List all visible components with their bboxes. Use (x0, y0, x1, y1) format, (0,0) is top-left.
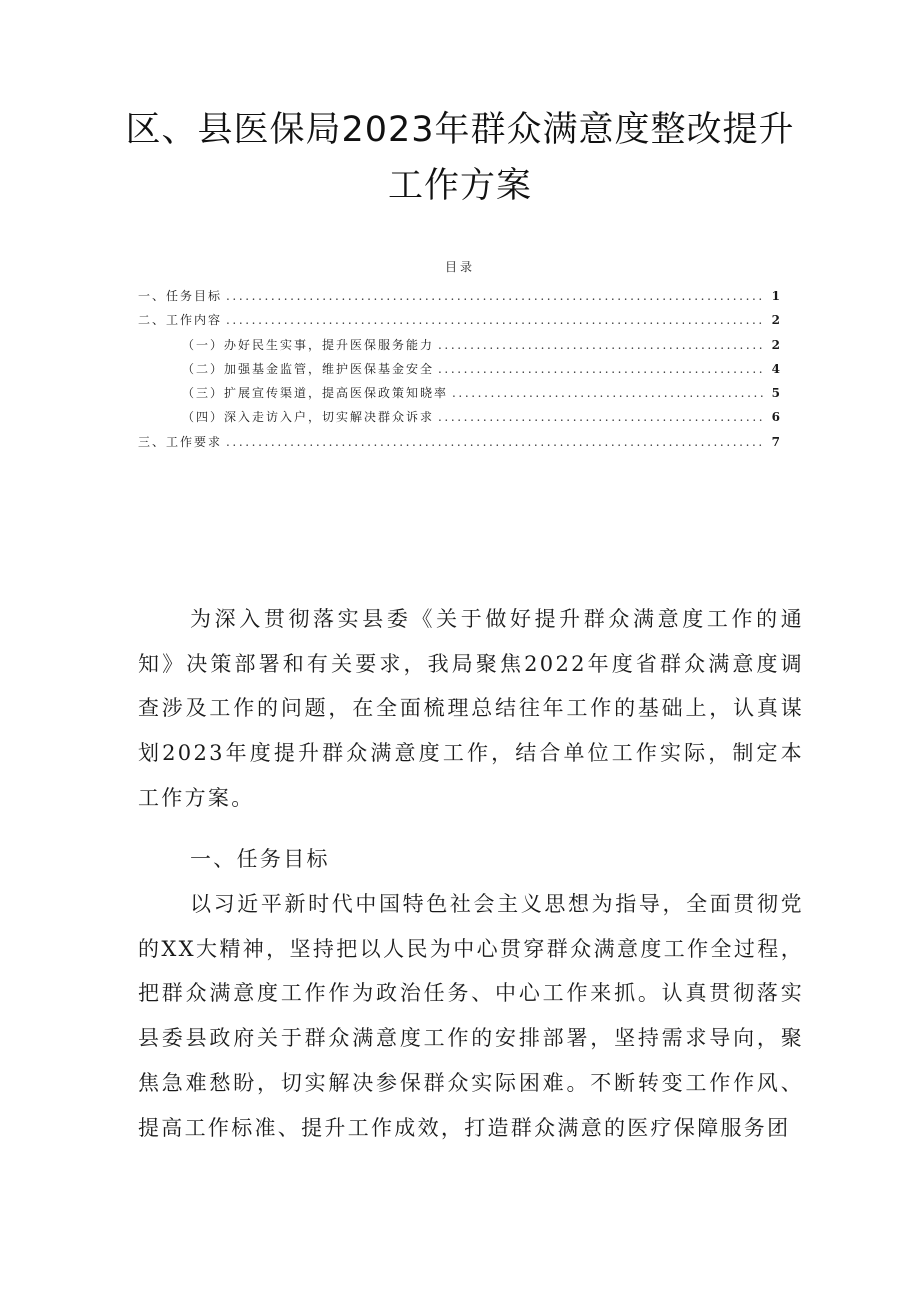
toc-entry-subsection-4[interactable] (138, 405, 780, 429)
toc-heading: 目录 (444, 260, 475, 274)
section-1-paragraph-block (138, 882, 804, 1150)
intro-paragraph-block (138, 597, 804, 821)
toc-entry-page: 7 (771, 434, 780, 449)
toc-entry-label: （二）加强基金监管，维护医保基金安全 (182, 361, 435, 376)
toc-leader-dots (438, 405, 766, 429)
toc-entry-label: 一、任务目标 (138, 289, 223, 303)
toc-leader-dots (226, 430, 766, 454)
toc-entry-page: 4 (771, 361, 780, 376)
intro-paragraph: 为深入贯彻落实县委《关于做好提升群众满意度工作的通知》决策部署和有关要求，我局聚焦2022年度省群众满意度调查涉及工作的问题，在全面梳理总结往年工作的基础上，认真谋划2023年度提升群众满意度工作，结合单位工作实际，制定本工作方案。 (138, 607, 804, 810)
toc-entry-label: （三）扩展宣传渠道，提高医保政策知晓率 (182, 386, 449, 401)
toc-leader-dots (438, 333, 766, 357)
toc-entry-page: 2 (771, 337, 780, 352)
toc-leader-dots (452, 381, 766, 405)
document-title-line-2: 工作方案 (387, 166, 532, 206)
section-1-heading: 一、任务目标 (190, 847, 330, 871)
toc-entry-label: （一）办好民生实事，提升医保服务能力 (182, 337, 435, 352)
toc-leader-dots (438, 357, 766, 381)
section-1-paragraph: 以习近平新时代中国特色社会主义思想为指导，全面贯彻党的XX大精神，坚持把以人民为中心贯穿群众满意度工作全过程，把群众满意度工作作为政治任务、中心工作来抓。认真贯彻落实县委县政府关于群众满意度工作的安排部署，坚持需求导向，聚焦急难愁盼，切实解决参保群众实际困难。不断转变工作作风、提高工作标准、提升工作成效，打造群众满意的医疗保障服务团 (138, 892, 804, 1140)
toc-entry-page: 1 (771, 289, 780, 303)
section-1-heading-block (138, 837, 804, 882)
toc-entry-subsection-1[interactable] (138, 333, 780, 357)
toc-entry-label: 二、工作内容 (138, 313, 223, 328)
toc-entry-subsection-3[interactable] (138, 381, 780, 405)
table-of-contents (138, 284, 780, 454)
toc-entry-page: 2 (771, 313, 780, 328)
toc-entry-subsection-2[interactable] (138, 357, 780, 381)
toc-entry-work-requirements[interactable] (138, 430, 780, 454)
toc-entry-task-goals[interactable] (138, 284, 780, 308)
toc-entry-work-content[interactable] (138, 308, 780, 332)
toc-leader-dots (226, 284, 766, 308)
toc-entry-page: 5 (771, 386, 780, 401)
toc-entry-label: 三、工作要求 (138, 434, 223, 449)
document-title-line-1: 区、县医保局2023年群众满意度整改提升 (125, 110, 795, 150)
toc-leader-dots (226, 308, 766, 332)
toc-entry-label: （四）深入走访入户，切实解决群众诉求 (182, 410, 435, 425)
toc-entry-page: 6 (771, 410, 780, 425)
